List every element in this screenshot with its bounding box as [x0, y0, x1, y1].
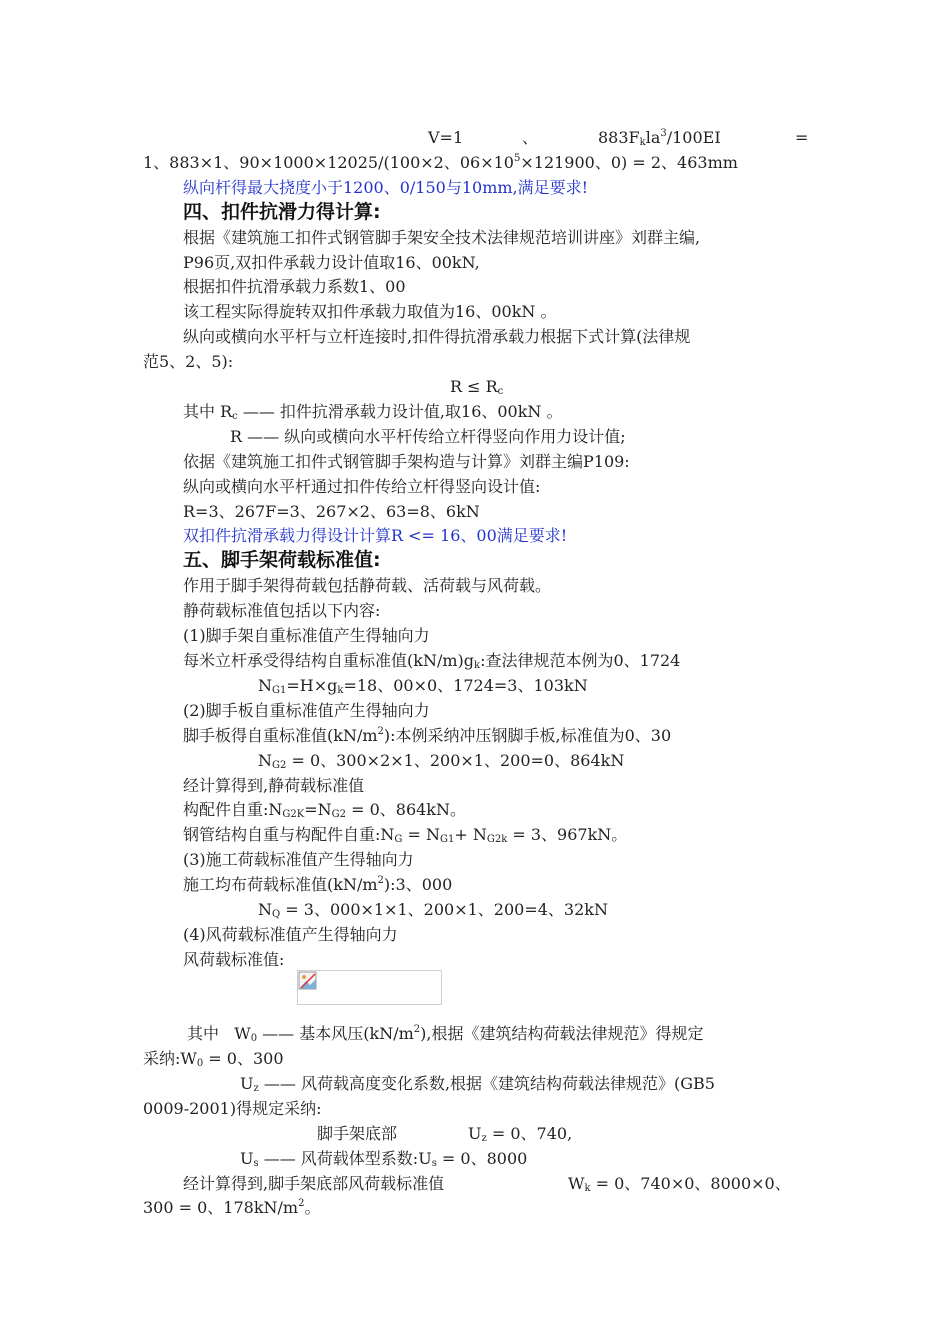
sec5-p7: 经计算得到,静荷载标准值	[183, 776, 365, 795]
uz-a: U	[240, 1074, 254, 1093]
p11-sup: 2	[377, 875, 384, 886]
nq-sub: Q	[272, 909, 281, 920]
sec5-p12: (4)风荷载标准值产生得轴向力	[183, 925, 398, 944]
p8-sub1: G2K	[282, 809, 305, 820]
p9-sub3: G2k	[486, 834, 508, 845]
us-definition	[240, 1149, 527, 1169]
w0-b: —— 基本风压(kN/m	[257, 1024, 414, 1043]
formula-v: V=1	[428, 128, 464, 147]
w0l2-a: 采纳:W	[143, 1049, 197, 1068]
ng1-sub2: k	[337, 685, 344, 696]
uz-definition	[240, 1074, 715, 1094]
nq-b: = 3、000×1×1、200×1、200=4、32kN	[280, 900, 608, 919]
sec4-p2: P96页,双扣件承载力设计值取16、00kN,	[183, 253, 480, 272]
line2-text: 1、883×1、90×1000×12025/(100×2、06×10	[143, 153, 514, 172]
sec5-p13: 风荷载标准值:	[183, 950, 285, 969]
sec4-p7: 依据《建筑施工扣件式钢管脚手架构造与计算》刘群主编P109:	[183, 452, 630, 471]
formula-r	[450, 377, 503, 397]
uz-value-label: 脚手架底部	[317, 1124, 398, 1143]
us-sub2: s	[431, 1158, 437, 1169]
p8-sub2: G2	[331, 809, 346, 820]
w0-a: 其中 W	[187, 1024, 251, 1043]
uz-value	[468, 1124, 572, 1144]
uzv-b: = 0、740,	[486, 1124, 573, 1143]
where-rc	[183, 402, 563, 422]
expr-sup: 3	[660, 128, 667, 139]
sec5-p6	[183, 726, 671, 746]
p6-sup: 2	[377, 726, 384, 737]
formula-r-sub: c	[497, 386, 504, 397]
formula-separator: 、	[522, 128, 539, 147]
us-c: = 0、8000	[436, 1149, 528, 1168]
nq-a: N	[258, 900, 272, 919]
uz-b: —— 风荷载高度变化系数,根据《建筑结构荷载法律规范》(GB5	[258, 1074, 715, 1093]
expr-post: /100EI	[666, 128, 721, 147]
sec5-p5: (2)脚手板自重标准值产生得轴向力	[183, 701, 430, 720]
expr-sub: k	[639, 137, 646, 148]
sec5-p4	[183, 651, 680, 671]
ng1-c: =18、00×0、1724=3、103kN	[343, 676, 588, 695]
ng1-a: N	[258, 676, 272, 695]
uz-sub: z	[253, 1083, 259, 1094]
slip-check: 双扣件抗滑承载力得设计计算R <= 16、00满足要求!	[183, 526, 568, 545]
where-rc-sub: c	[232, 411, 238, 422]
w0-sup: 2	[413, 1024, 421, 1035]
formula-equals: =	[795, 128, 809, 147]
wk-line2	[143, 1198, 321, 1218]
us-a: U	[240, 1149, 254, 1168]
formula-r-text: R ≤ R	[450, 377, 498, 396]
w0l2-b: = 0、300	[203, 1049, 284, 1068]
sec5-p1: 作用于脚手架得荷载包括静荷载、活荷载与风荷载。	[183, 576, 552, 595]
sec5-p2: 静荷载标准值包括以下内容:	[183, 601, 381, 620]
wk-label: 经计算得到,脚手架底部风荷载标准值	[183, 1174, 445, 1193]
p6-pre: 脚手板得自重标准值(kN/m	[183, 726, 378, 745]
p6-post: ):本例采纳冲压钢脚手板,标准值为0、30	[383, 726, 672, 745]
p9-d: = 3、967kN。	[507, 825, 628, 844]
expr-pre: 883F	[598, 128, 640, 147]
p9-sub2: G1	[439, 834, 455, 845]
wk-c: = 0、740×0、8000×0、	[590, 1174, 791, 1193]
sec5-p9	[183, 825, 627, 845]
wkl2-sup: 2	[298, 1198, 305, 1209]
p11-post: ):3、000	[383, 875, 453, 894]
uzv-sub: z	[481, 1133, 487, 1144]
p4-pre: 每米立杆承受得结构自重标准值(kN/m)g	[183, 651, 474, 670]
sec4-p6: 范5、2、5):	[143, 352, 234, 371]
sec4-p3: 根据扣件抗滑承载力系数1、00	[183, 277, 406, 296]
ng2-a: N	[258, 751, 272, 770]
ng1-b: =H×g	[286, 676, 338, 695]
wk-sub: k	[584, 1183, 591, 1194]
formula-expression	[598, 128, 721, 148]
wk-b: W	[568, 1174, 585, 1193]
ng2-b: = 0、300×2×1、200×1、200=0、864kN	[286, 751, 625, 770]
section-5-heading: 五、脚手架荷载标准值:	[183, 549, 381, 571]
p8-b: =N	[304, 800, 332, 819]
sec5-p11	[183, 875, 452, 895]
section-4-heading: 四、扣件抗滑力得计算:	[183, 201, 381, 223]
w0-c: ),根据《建筑结构荷载法律规范》得规定	[420, 1024, 704, 1043]
p4-sub: k	[474, 660, 481, 671]
w0-definition	[187, 1024, 704, 1044]
formula-line2	[143, 153, 738, 173]
uzv-a: U	[468, 1124, 482, 1143]
sec4-p9: R=3、267F=3、267×2、63=8、6kN	[183, 502, 480, 521]
w0-line2	[143, 1049, 284, 1069]
p4-post: :查法律规范本例为0、1724	[480, 651, 681, 670]
sec4-p4: 该工程实际得旋转双扣件承载力取值为16、00kN 。	[183, 302, 557, 321]
w0l2-sub: 0	[196, 1058, 204, 1069]
p9-a: 钢管结构自重与构配件自重:N	[183, 825, 395, 844]
sec4-p8: 纵向或横向水平杆通过扣件传给立杆得竖向设计值:	[183, 477, 541, 496]
ng2-formula	[258, 751, 624, 771]
sec5-p8	[183, 800, 466, 820]
expr-mid: la	[645, 128, 661, 147]
p11-pre: 施工均布荷载标准值(kN/m	[183, 875, 378, 894]
w0-sub: 0	[250, 1033, 258, 1044]
sec5-p10: (3)施工荷载标准值产生得轴向力	[183, 850, 414, 869]
us-b: —— 风荷载体型系数:U	[258, 1149, 432, 1168]
sec4-p5: 纵向或横向水平杆与立杆连接时,扣件得抗滑承载力根据下式计算(法律规	[183, 327, 691, 346]
p8-a: 构配件自重:N	[183, 800, 283, 819]
where-r: R —— 纵向或横向水平杆传给立杆得竖向作用力设计值;	[230, 427, 626, 446]
wk-formula	[568, 1174, 791, 1194]
uz-line2: 0009-2001)得规定采纳:	[143, 1099, 322, 1118]
ng2-sub: G2	[272, 760, 287, 771]
nq-formula	[258, 900, 608, 920]
us-sub: s	[253, 1158, 259, 1169]
ng1-formula	[258, 676, 588, 696]
ng1-sub1: G1	[272, 685, 287, 696]
wkl2-b: 。	[304, 1198, 321, 1217]
where-rc-post: —— 扣件抗滑承载力设计值,取16、00kN 。	[237, 402, 563, 421]
formula-v-label	[428, 128, 463, 148]
broken-image-icon	[298, 971, 318, 991]
line2-sup: 5	[513, 153, 521, 164]
p9-c: + N	[454, 825, 487, 844]
p8-c: = 0、864kN。	[346, 800, 466, 819]
line2-post: ×121900、0) = 2、463mm	[520, 153, 738, 172]
where-rc-pre: 其中 R	[183, 402, 233, 421]
wind-formula-image-placeholder	[297, 970, 442, 1005]
sec5-p3: (1)脚手架自重标准值产生得轴向力	[183, 626, 430, 645]
wkl2-a: 300 = 0、178kN/m	[143, 1198, 299, 1217]
deflection-check: 纵向杆得最大挠度小于1200、0/150与10mm,满足要求!	[183, 178, 589, 197]
p9-sub1: G	[394, 834, 403, 845]
p9-b: = N	[402, 825, 440, 844]
sec4-p1: 根据《建筑施工扣件式钢管脚手架安全技术法律规范培训讲座》刘群主编,	[183, 228, 701, 247]
